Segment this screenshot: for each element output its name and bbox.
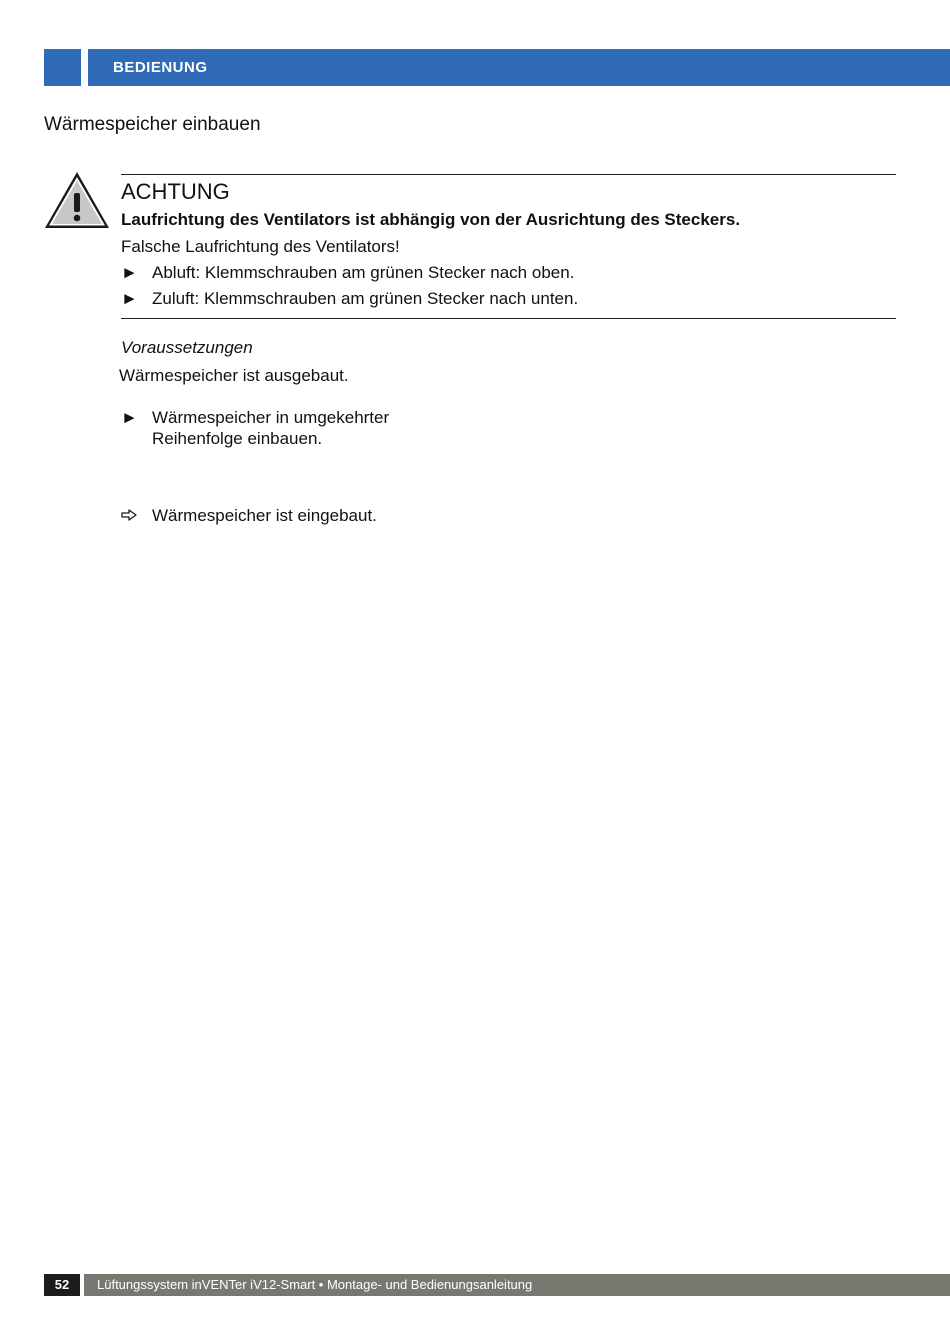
result-text: Wärmespeicher ist eingebaut. [152,506,377,525]
step-text-line-2: Reihenfolge einbauen. [152,429,323,448]
footer-title: Lüftungssystem inVENTer iV12-Smart • Montage- und Bedienungsanleitung [97,1277,533,1292]
result-arrow-icon [121,509,137,521]
header-accent-square [44,49,81,86]
section-header-bar [88,49,950,86]
bullet-arrow-icon: ► [121,263,138,282]
footer-bar [84,1274,950,1296]
section-label: BEDIENUNG [113,59,208,76]
bullet-arrow-icon: ► [121,289,138,308]
step-text-line-1: Wärmespeicher in umgekehrter [152,408,390,427]
warning-instruction: Zuluft: Klemmschrauben am grünen Stecker nach unten. [152,289,579,308]
page-title: Wärmespeicher einbauen [44,114,261,135]
warning-consequence: Falsche Laufrichtung des Ventilators! [121,237,400,256]
warning-triangle-icon [44,171,110,229]
warning-bold-text: Laufrichtung des Ventilators ist abhängig von der Ausrichtung des Steckers. [121,210,741,229]
warning-instruction: Abluft: Klemmschrauben am grünen Stecker nach oben. [152,263,575,282]
page-number: 52 [44,1274,80,1296]
warning-top-rule [121,174,896,175]
prerequisites-label: Voraussetzungen [121,338,253,357]
prerequisites-text: Wärmespeicher ist ausgebaut. [119,366,349,385]
warning-heading: ACHTUNG [121,179,230,204]
warning-bottom-rule [121,318,896,319]
bullet-arrow-icon: ► [121,408,138,427]
